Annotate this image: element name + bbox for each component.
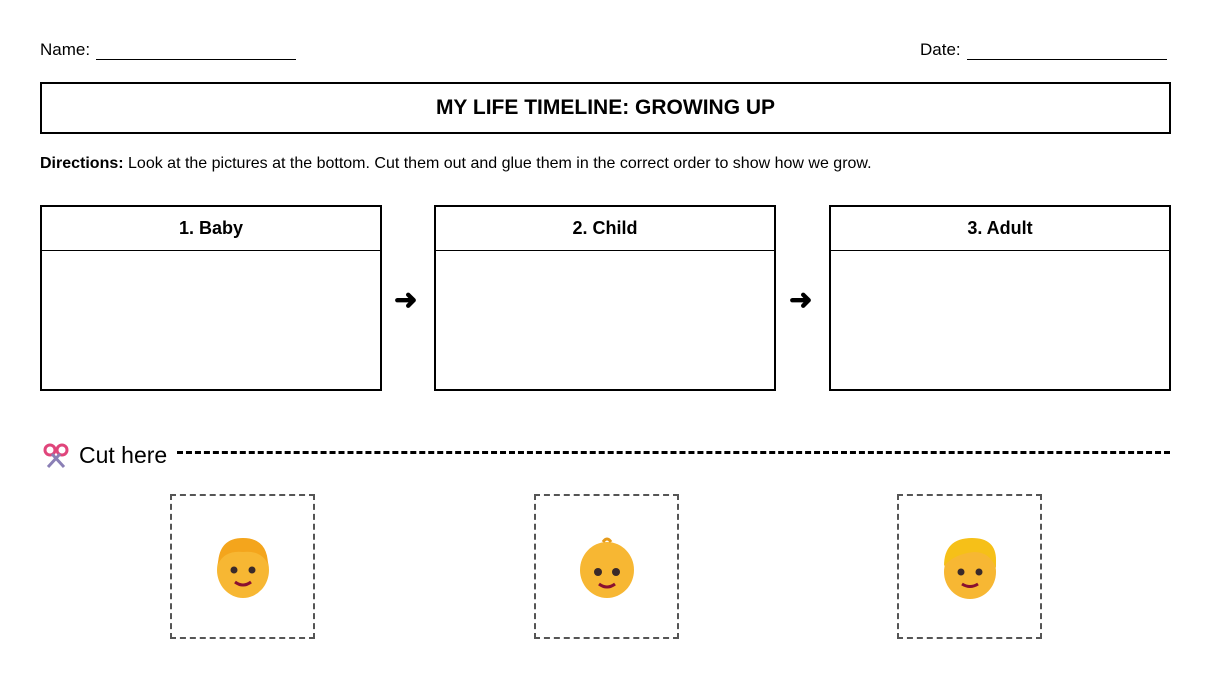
child-face-icon xyxy=(213,534,273,600)
cut-here xyxy=(42,442,167,469)
cutout-card-baby[interactable] xyxy=(534,494,679,639)
directions-text: Look at the pictures at the bottom. Cut them out and glue them in the correct order to show how we grow. xyxy=(123,155,872,172)
date-line[interactable] xyxy=(967,43,1167,60)
date-label: Date: xyxy=(920,40,961,59)
step-label: 1. Baby xyxy=(42,207,380,251)
page-title: MY LIFE TIMELINE: GROWING UP xyxy=(40,82,1171,134)
scissors-icon xyxy=(42,443,70,469)
date-field[interactable] xyxy=(920,40,1167,60)
step-box-adult xyxy=(829,205,1171,391)
step-box-child xyxy=(434,205,776,391)
name-line[interactable] xyxy=(96,43,296,60)
step-label: 2. Child xyxy=(436,207,774,251)
cut-label: Cut here xyxy=(79,442,168,468)
cutout-card-child[interactable] xyxy=(170,494,315,639)
baby-face-icon xyxy=(577,534,637,600)
step-box-baby xyxy=(40,205,382,391)
directions-label: Directions: xyxy=(40,155,124,172)
arrow-icon: ➜ xyxy=(789,284,813,315)
arrow-icon: ➜ xyxy=(394,284,418,315)
directions xyxy=(40,155,872,173)
adult-face-icon xyxy=(940,534,1000,600)
cutout-card-adult[interactable] xyxy=(897,494,1042,639)
name-field[interactable] xyxy=(40,40,296,60)
name-label: Name: xyxy=(40,40,91,59)
cut-line xyxy=(177,451,1170,454)
step-label: 3. Adult xyxy=(831,207,1169,251)
